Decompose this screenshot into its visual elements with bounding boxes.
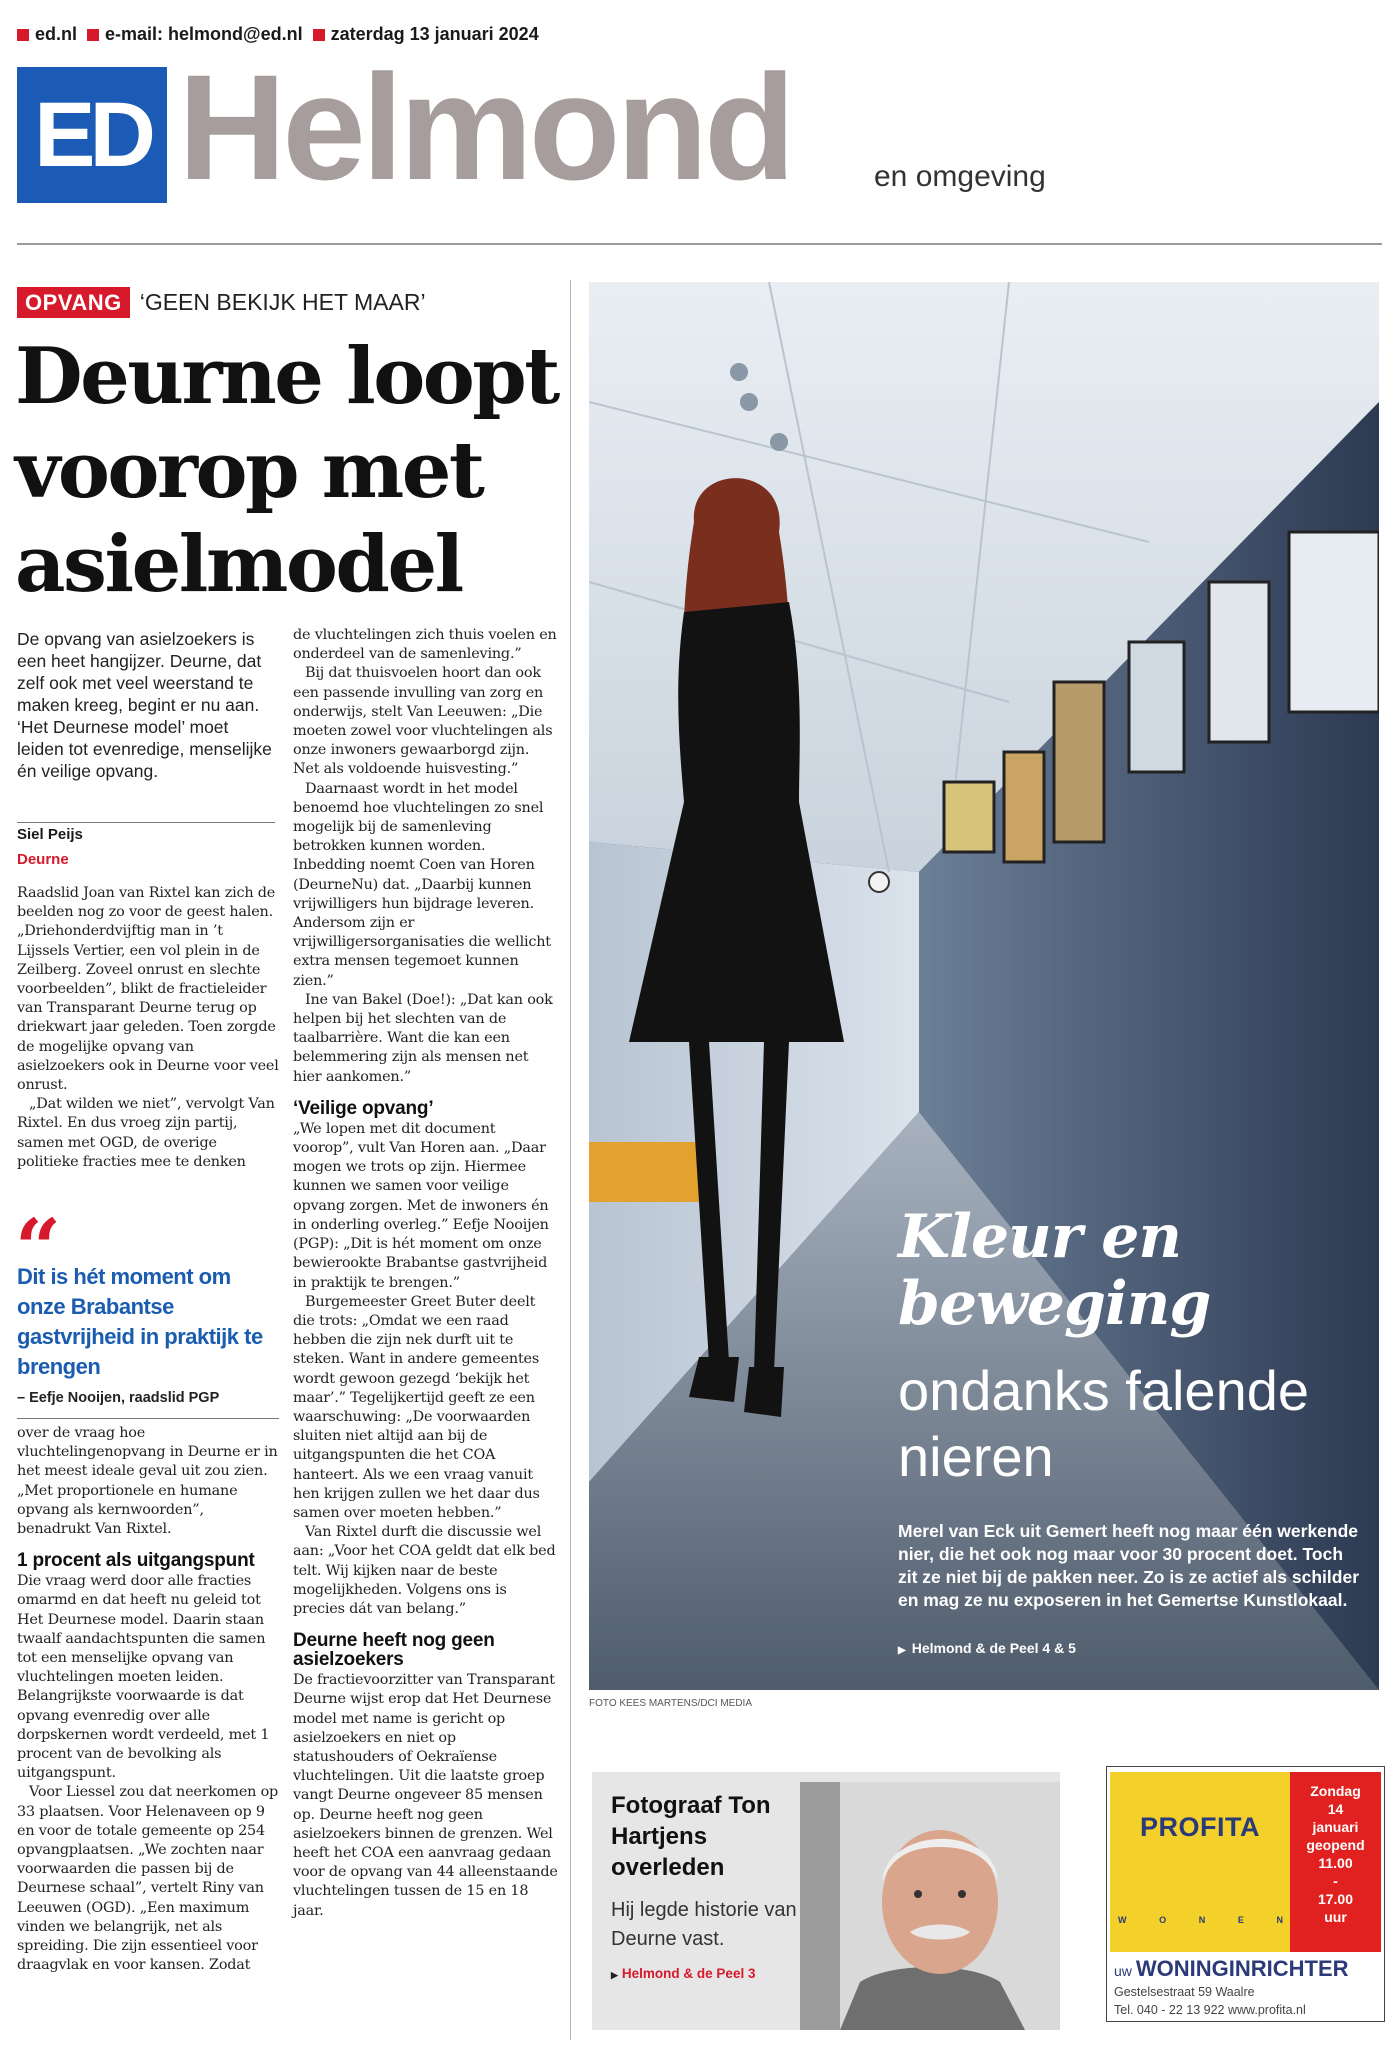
ad-brand-panel xyxy=(1110,1772,1290,1952)
byline-location: Deurne xyxy=(17,851,69,868)
ad-brand-tagline xyxy=(1118,1915,1283,1925)
promo-portrait-photo xyxy=(800,1782,1060,2030)
paragraph: Die vraag werd door alle fracties omarmd en dat heeft nu geleid tot Het Deurnese model. Daarin staan twaalf aandachtspunten die samen tot een menselijke opvang van vluchtelingen moeten leiden. Belangrijkste voorwaarde is dat opvang evenredig over alle dorpskernen wordt verdeeld, met 1 procent van de bevolking als uitgangspunt. xyxy=(17,1573,270,1782)
paragraph: Daarnaast wordt in het model benoemd hoe vluchtelingen zo snel mogelijk bij de samenleving betrokken kunnen worden. Inbedding noemt Coen van Horen (DeurneNu) dat. „Daarbij kunnen vrijwilligers hun bijdrage leveren. Andersom zijn er vrijwilligersorganisaties die wellicht extra mensen tegemoet kunnen zien.” xyxy=(293,780,551,989)
ad-date-line: uur xyxy=(1324,1909,1347,1925)
pull-quote: Dit is hét moment om onze Brabantse gastvrijheid in praktijk te brengen xyxy=(17,1264,263,1379)
ad-date-line: Zondag xyxy=(1310,1783,1361,1799)
bullet-square-icon xyxy=(313,29,325,41)
ad-opening-times xyxy=(1290,1782,1381,1926)
ad-date-line: geopend xyxy=(1306,1837,1365,1853)
column-divider xyxy=(570,280,571,2040)
ad-tagline: uw WONINGINRICHTER xyxy=(1114,1956,1349,1981)
ed-logo: ED xyxy=(17,67,167,203)
masthead-subtitle: en omgeving xyxy=(874,160,1046,193)
triangle-right-icon: ▶ xyxy=(611,1970,618,1980)
ad-address: Gestelsestraat 59 Waalre xyxy=(1114,1985,1255,1999)
email-link[interactable]: e-mail: helmond@ed.nl xyxy=(87,24,303,45)
issue-date: zaterdag 13 januari 2024 xyxy=(313,24,539,45)
article-column-1-bottom xyxy=(17,1424,279,1975)
bullet-square-icon xyxy=(87,29,99,41)
byline-divider xyxy=(17,822,275,823)
paragraph: Bij dat thuisvoelen hoort dan ook een passende invulling van zorg en onderwijs, stelt Van Leeuwen: „Die moeten zowel voor vluchtelingen als onze inwoners gewaarborgd zijn. Net als voldoende huisvesting.” xyxy=(293,665,553,778)
feature-subheadline: ondanks falende nieren xyxy=(898,1359,1310,1488)
feature-headline: Kleur en beweging xyxy=(898,1202,1211,1339)
ad-letter: E xyxy=(1237,1915,1244,1925)
article-column-1-top xyxy=(17,884,279,1172)
byline-author: Siel Peijs xyxy=(17,826,83,843)
paragraph: Burgemeester Greet Buter deelt die trots: „Omdat we een raad hebben die zijn nek durft uit te steken. Want in andere gemeentes wordt gewoon gezegd ‘bekijk het maar’.” Tegelijkertijd geeft ze een waarschuwing: „De voorwaarden sluiten niet altijd aan bij de uitgangspunten die het COA hanteert. Als we een vraag vanuit hen krijgen zullen we het daar dus samen over moeten hebben.” xyxy=(293,1293,540,1521)
ad-date-line: 17.00 xyxy=(1317,1891,1354,1907)
article-intro: De opvang van asielzoekers is een heet hangijzer. Deurne, dat zelf ook met veel weerstand te maken kreeg, begint er nu aan. ‘Het Deurnese model’ moet leiden tot evenredige, menselijke én veilige opvang. xyxy=(17,629,272,781)
site-link[interactable]: ed.nl xyxy=(17,24,77,45)
masthead-title: Helmond xyxy=(178,43,792,211)
ad-letter: W xyxy=(1118,1915,1127,1925)
bullet-square-icon xyxy=(17,29,29,41)
promo-title[interactable]: Fotograaf Ton Hartjens overleden xyxy=(611,1792,771,1881)
ad-letter: N xyxy=(1276,1915,1283,1925)
paragraph: „We lopen met dit document voorop”, vult Van Horen aan. „Daar mogen we trots op zijn. Hiermee kunnen we samen voor veilige opvang zorgen. Met de inwoners én in onderling overleg.” Eefje Nooijen (PGP): „Dit is hét moment om onze bewierookte Brabantse gastvrijheid in praktijk te brengen.” xyxy=(293,1120,549,1291)
article-headline: Deurne loopt voorop met asielmodel xyxy=(15,331,558,610)
ad-date-line: - xyxy=(1333,1873,1338,1889)
subheading: ‘Veilige opvang’ xyxy=(293,1097,434,1119)
paragraph: over de vraag hoe vluchtelingenopvang in Deurne er in het meest ideale geval uit zou zien. „Met proportionele en humane opvang als kernwoorden”, benadrukt Van Rixtel. xyxy=(17,1425,278,1538)
feature-caption: Merel van Eck uit Gemert heeft nog maar één werkende nier, die het ook nog maar voor 30 procent doet. Toch zit ze niet bij de pakken neer. Zo is ze actief als schilder en mag ze nu exposeren in het Gemertse Kunstlokaal. xyxy=(898,1521,1359,1610)
ad-date-line: januari xyxy=(1312,1819,1359,1835)
subheading: 1 procent als uitgangspunt xyxy=(17,1550,255,1572)
paragraph: „Dat wilden we niet”, vervolgt Van Rixtel. En dus vroeg zijn partij, samen met OGD, de overige politieke fracties mee te denken xyxy=(17,1096,275,1170)
triangle-right-icon: ▶ xyxy=(898,1645,906,1656)
paragraph: de vluchtelingen zich thuis voelen en onderdeel van de samenleving.” xyxy=(293,627,557,663)
ad-letter: O xyxy=(1159,1915,1167,1925)
section-tag: OPVANG xyxy=(17,287,130,318)
paragraph: Raadslid Joan van Rixtel kan zich de beelden nog zo voor de geest halen. „Driehonderdvijftig man in ’t Lijssels Vertier, een vol plein in de Zeilberg. Zoveel onrust en slechte voorbeelden”, blikt de fractieleider van Transparant Deurne terug op driekwart jaar geleden. Toen zorgde de mogelijke opvang van asielzoekers ook in Deurne voor veel onrust. xyxy=(17,885,279,1094)
paragraph: Voor Liessel zou dat neerkomen op 33 plaatsen. Voor Helenaveen op 9 en voor de totale gemeente op 254 opvangplaatsen. „We zochten naar voorwaarden die passen bij de Deurnese schaal”, vertelt Riny van Leeuwen (OGD). „Een maximum vinden we belangrijk, net als spreiding. Die zijn essentieel voor draagvlak en voor kansen. Zodat xyxy=(17,1784,279,1974)
masthead-divider xyxy=(17,243,1382,245)
feature-page-reference[interactable]: ▶ Helmond & de Peel 4 & 5 xyxy=(898,1640,1076,1656)
ad-date-line: 14 xyxy=(1327,1801,1344,1817)
article-kicker xyxy=(17,287,426,318)
promo-text: Hij legde historie van Deurne vast. xyxy=(611,1899,797,1950)
ad-date-line: 11.00 xyxy=(1318,1855,1353,1871)
quote-mark-icon: “ xyxy=(15,1201,62,1295)
quote-divider xyxy=(17,1418,279,1419)
ad-contact[interactable]: Tel. 040 - 22 13 922 www.profita.nl xyxy=(1114,2003,1306,2017)
paragraph: Van Rixtel durft die discussie wel aan: „Voor het COA geldt dat elk bed telt. Wij kijken naar de beste mogelijkheden. Volgens ons is precies dát van belang.” xyxy=(293,1524,556,1617)
article-column-2 xyxy=(293,626,558,1921)
subheading: Deurne heeft nog geen asielzoekers xyxy=(293,1630,495,1671)
photo-credit: FOTO KEES MARTENS/DCI MEDIA xyxy=(589,1698,752,1709)
paragraph: Ine van Bakel (Doe!): „Dat kan ook helpen bij het slechten van de taalbarrière. Want die kan een belemmering zijn als mensen net hier aankomen.” xyxy=(293,991,553,1085)
ad-letter: N xyxy=(1198,1915,1206,1925)
kicker-label: ‘GEEN BEKIJK HET MAAR’ xyxy=(139,289,426,315)
pull-quote-attribution: – Eefje Nooijen, raadslid PGP xyxy=(17,1390,220,1406)
paragraph: De fractievoorzitter van Transparant Deurne wijst erop dat Het Deurnese model met name is gericht op asielzoekers en niet op statushouders of Oekraïense vluchtelingen. Uit die laatste groep vangt Deurne ongeveer 85 mensen op. Deurne heeft nog geen asielzoekers binnen de grenzen. Wel heeft het COA een aanvraag gedaan voor de opvang van 44 alleenstaande vluchtelingen tussen de 15 en 18 jaar. xyxy=(293,1672,558,1919)
ad-brand-name: PROFITA xyxy=(1140,1812,1260,1842)
promo-page-reference[interactable]: ▶ Helmond & de Peel 3 xyxy=(611,1966,756,1981)
